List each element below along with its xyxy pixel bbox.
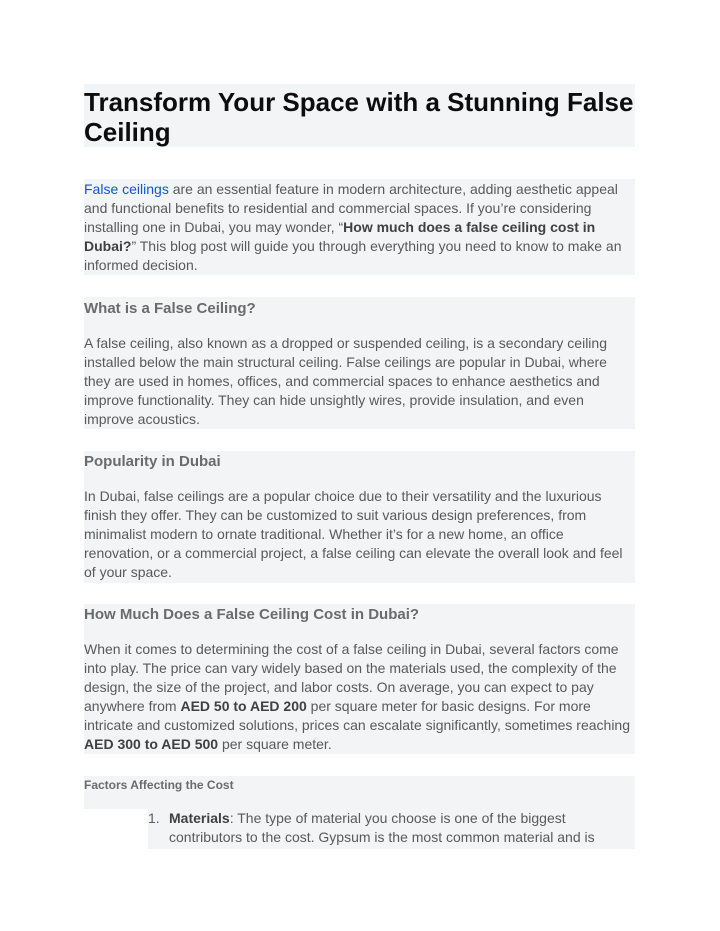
false-ceilings-link[interactable]: False ceilings	[84, 181, 169, 197]
factors-heading: Factors Affecting the Cost	[84, 778, 234, 792]
list-item-label: Materials	[169, 810, 230, 826]
section-heading: What is a False Ceiling?	[84, 300, 256, 317]
cost-range-basic: AED 50 to AED 200	[180, 698, 307, 714]
section-cost	[84, 604, 635, 754]
cost-range-premium: AED 300 to AED 500	[84, 736, 219, 752]
cost-paragraph	[84, 640, 635, 754]
section-body: In Dubai, false ceilings are a popular choice due to their versatility and the luxurious finish they offer. They can be customized to suit various design preferences, from minimalist modern to ornate traditional. Whether it’s for a new home, an office renovation, or a commercial project, a false ceiling can elevate the overall look and feel of your space.	[84, 488, 623, 580]
section-heading: Popularity in Dubai	[84, 453, 221, 470]
intro-paragraph	[84, 180, 635, 275]
list-item-text	[169, 809, 635, 847]
intro-bold-question: How much does a false ceiling cost in Dubai?	[84, 219, 596, 254]
section-what-is	[84, 297, 635, 429]
cost-text-1: When it comes to determining the cost of a false ceiling in Dubai, several factors come into play. The price can vary widely based on the materials used, the complexity of the design, the size of the project, and labor costs. On average, you can expect to pay anywhere from	[84, 641, 619, 714]
page-title: Transform Your Space with a Stunning False Ceiling	[84, 87, 634, 147]
cost-text-2: per square meter for basic designs. For more intricate and customized solutions, prices can escalate significantly, sometimes reaching	[84, 698, 630, 733]
section-heading: How Much Does a False Ceiling Cost in Dubai?	[84, 606, 420, 623]
intro-block	[84, 179, 635, 275]
section-popularity	[84, 451, 635, 583]
list-item-description: : The type of material you choose is one of the biggest contributors to the cost. Gypsum is the most common material and is	[169, 810, 595, 845]
factors-heading-block	[84, 776, 635, 809]
list-item	[148, 809, 635, 849]
section-body: A false ceiling, also known as a dropped or suspended ceiling, is a secondary ceiling installed below the main structural ceiling. False ceilings are popular in Dubai, where they are used in homes, offices, and commercial spaces to enhance aesthetics and improve functionality. They can hide unsightly wires, provide insulation, and even improve acoustics.	[84, 335, 607, 427]
intro-text-1: are an essential feature in modern architecture, adding aesthetic appeal and functional benefits to residential and commercial spaces. If you’re considering installing one in Dubai, you may wonder, “	[84, 181, 618, 235]
title-block	[84, 84, 635, 147]
list-number: 1.	[148, 810, 160, 826]
cost-text-3: per square meter.	[218, 736, 332, 752]
intro-text-2: ” This blog post will guide you through everything you need to know to make an informed decision.	[84, 238, 622, 273]
